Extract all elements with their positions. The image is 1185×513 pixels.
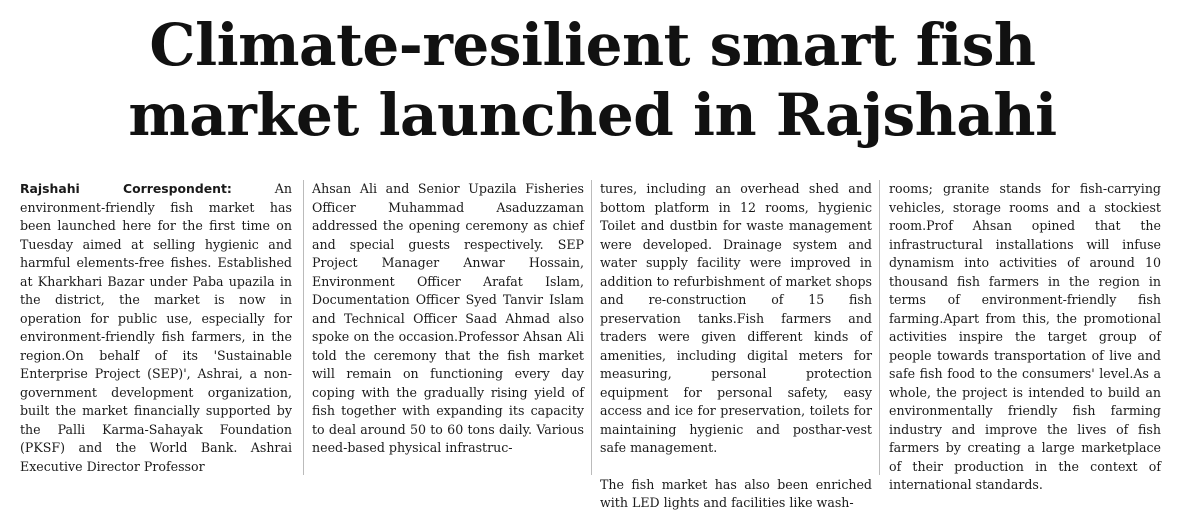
headline-line-1: Climate-resilient smart fish: [149, 11, 1036, 79]
column-1-paragraph: [20, 180, 292, 476]
column-divider: [303, 180, 304, 475]
byline: Rajshahi Correspondent:: [20, 181, 232, 196]
column-3-text: tures, including an overhead shed and bottom platform in 12 rooms, hygienic Toilet and dustbin for waste management were developed. Drainage system and water supply facility were improved in addition to refurbishment of market shops and re-construction of 15 fish preservation tanks.Fish farmers and traders were given different kinds of amenities, including digital meters for measuring, personal protection equipment for personal safety, easy access and ice for preservation, toilets for maintaining hygienic and posthar-vest safe management.: [600, 181, 872, 455]
article-column-2: [312, 180, 584, 458]
column-3-text-2: The fish market has also been enriched with LED lights and facilities like wash-: [600, 476, 872, 510]
paragraph-gap: [600, 458, 872, 476]
column-divider: [591, 180, 592, 475]
article-column-4: [889, 180, 1161, 495]
headline-line-2: market launched in Rajshahi: [128, 81, 1057, 149]
article-column-1: [20, 180, 292, 476]
article-column-3: [600, 180, 872, 513]
column-1-text: An environment-friendly fish market has been launched here for the first time on Tuesday aimed at selling hygienic and harmful elements-free fishes. Established at Kharkhari Bazar under Paba upazila in the district, the market is now in operation for public use, especially for environment-friendly fish farmers, in the region.On behalf of its 'Sustainable Enterprise Project (SEP)', Ashrai, a non- government development organization, built the market financially supported by the Palli Karma-Sahayak Foundation (PKSF) and the World Bank. Ashrai Executive Director Professor: [20, 181, 292, 474]
column-4-text: rooms; granite stands for fish-carrying vehicles, storage rooms and a stockiest room.Prof Ahsan opined that the infrastructural installations will infuse dynamism into activities of around 10 thousand fish farmers in the region in terms of environment-friendly fish farming.Apart from this, the promotional activities inspire the target group of people towards transportation of live and safe fish food to the consumers' level.As a whole, the project is intended to build an environmentally friendly fish farming industry and improve the lives of fish farmers by creating a large marketplace of their production in the context of international standards.: [889, 181, 1161, 492]
column-divider: [879, 180, 880, 475]
column-2-text: Ahsan Ali and Senior Upazila Fisheries Officer Muhammad Asaduzzaman addressed the opening ceremony as chief and special guests respectively. SEP Project Manager Anwar Hossain, Environment Officer Arafat Islam, Documentation Officer Syed Tanvir Islam and Technical Officer Saad Ahmad also spoke on the occasion.Professor Ahsan Ali told the ceremony that the fish market will remain on functioning every day coping with the gradually rising yield of fish together with expanding its capacity to deal around 50 to 60 tons daily. Various need-based physical infrastruc-: [312, 181, 584, 455]
headline: [0, 10, 1185, 150]
